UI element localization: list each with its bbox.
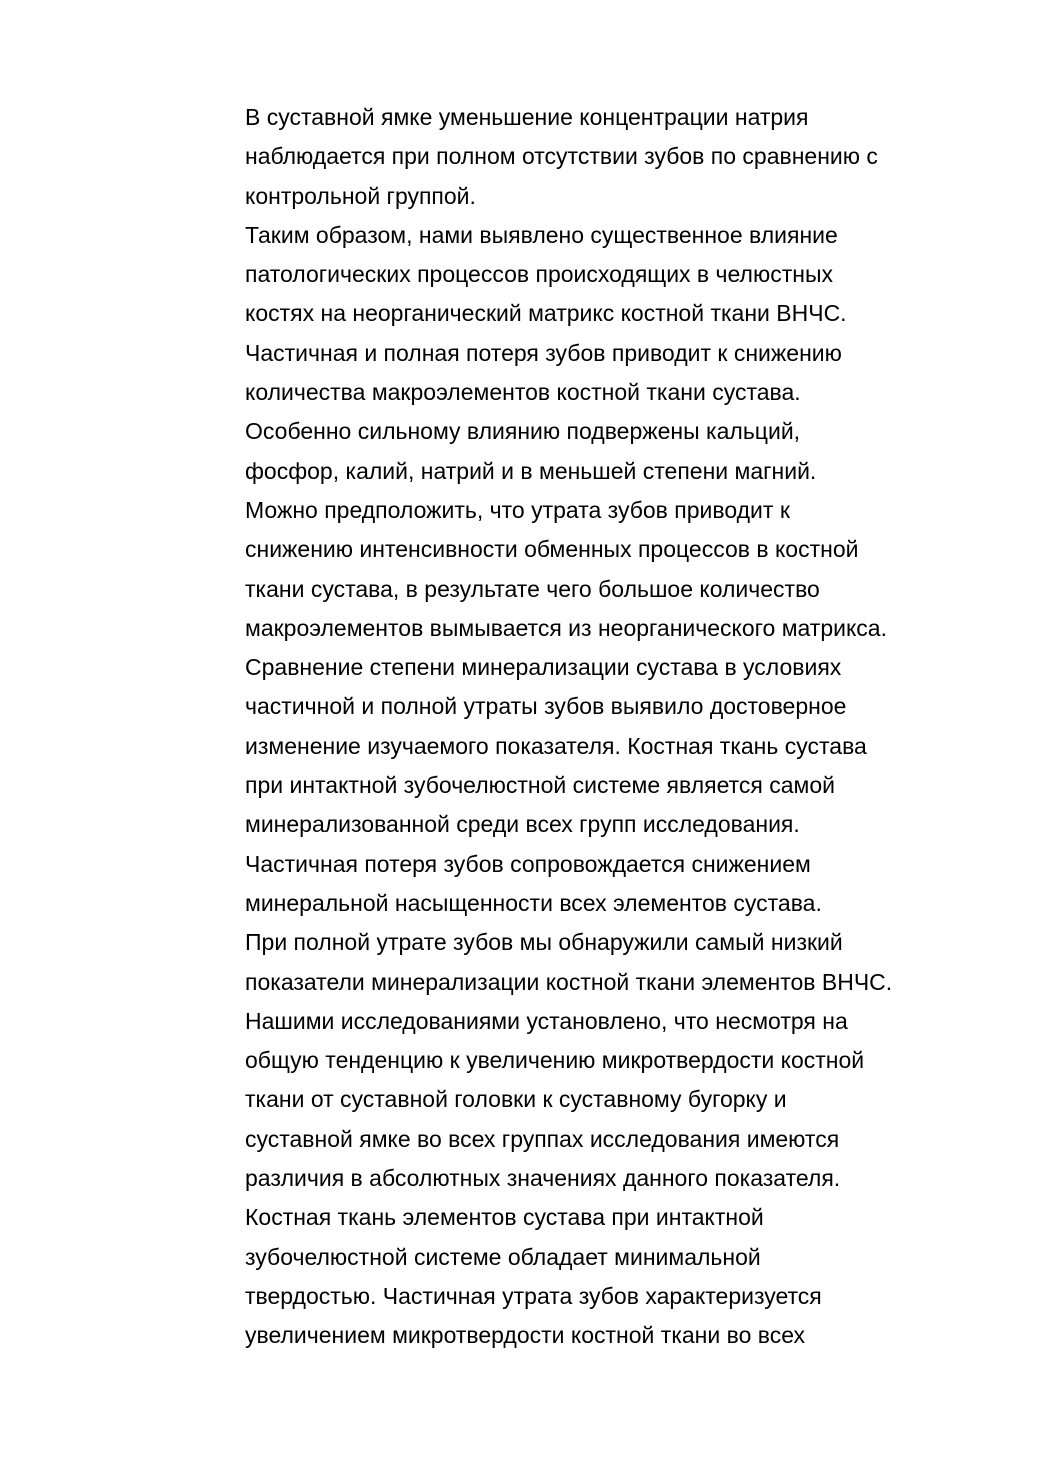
text-line: патологических процессов происходящих в челюстных: [245, 261, 833, 288]
text-line: увеличением микротвердости костной ткани во всех: [245, 1322, 806, 1349]
text-line: фосфор, калий, натрий и в меньшей степени магний.: [245, 457, 817, 484]
text-line: ткани сустава, в результате чего большое количество: [245, 575, 820, 602]
text-line: костях на неорганический матрикс костной ткани ВНЧС.: [245, 300, 847, 327]
text-line: суставной ямке во всех группах исследования имеются: [245, 1125, 840, 1152]
text-line: минерализованной среди всех групп исследования.: [245, 811, 800, 838]
text-line: контрольной группой.: [245, 182, 476, 209]
text-line: снижению интенсивности обменных процессов в костной: [245, 536, 859, 563]
text-line: Сравнение степени минерализации сустава в условиях: [245, 654, 842, 681]
text-line: наблюдается при полном отсутствии зубов по сравнению с: [245, 143, 878, 170]
text-line: изменение изучаемого показателя. Костная ткань сустава: [245, 732, 867, 759]
text-line: Таким образом, нами выявлено существенное влияние: [245, 221, 838, 248]
text-line: Частичная и полная потеря зубов приводит к снижению: [245, 339, 842, 366]
text-line: Можно предположить, что утрата зубов приводит к: [245, 496, 790, 523]
text-line: показатели минерализации костной ткани элементов ВНЧС.: [245, 968, 893, 995]
text-line: Нашими исследованиями установлено, что несмотря на: [245, 1007, 848, 1034]
body-text: [245, 98, 1035, 1356]
text-line: твердостью. Частичная утрата зубов характеризуется: [245, 1282, 822, 1309]
text-line: макроэлементов вымывается из неорганического матрикса.: [245, 614, 887, 641]
text-line: частичной и полной утраты зубов выявило достоверное: [245, 693, 847, 720]
text-line: В суставной ямке уменьшение концентрации натрия: [245, 104, 809, 130]
text-line: ткани от суставной головки к суставному бугорку и: [245, 1086, 787, 1113]
text-line: различия в абсолютных значениях данного показателя.: [245, 1165, 841, 1192]
text-line: общую тенденцию к увеличению микротвердости костной: [245, 1047, 865, 1074]
text-line: при интактной зубочелюстной системе является самой: [245, 772, 835, 799]
text-line: зубочелюстной системе обладает минимальной: [245, 1243, 761, 1270]
text-line: При полной утрате зубов мы обнаружили самый низкий: [245, 929, 843, 956]
text-line: количества макроэлементов костной ткани сустава.: [245, 379, 801, 406]
text-line: Особенно сильному влиянию подвержены кальций,: [245, 418, 801, 445]
text-line: Костная ткань элементов сустава при интактной: [245, 1204, 764, 1231]
text-line: Частичная потеря зубов сопровождается снижением: [245, 850, 811, 877]
text-line: минеральной насыщенности всех элементов сустава.: [245, 889, 822, 916]
